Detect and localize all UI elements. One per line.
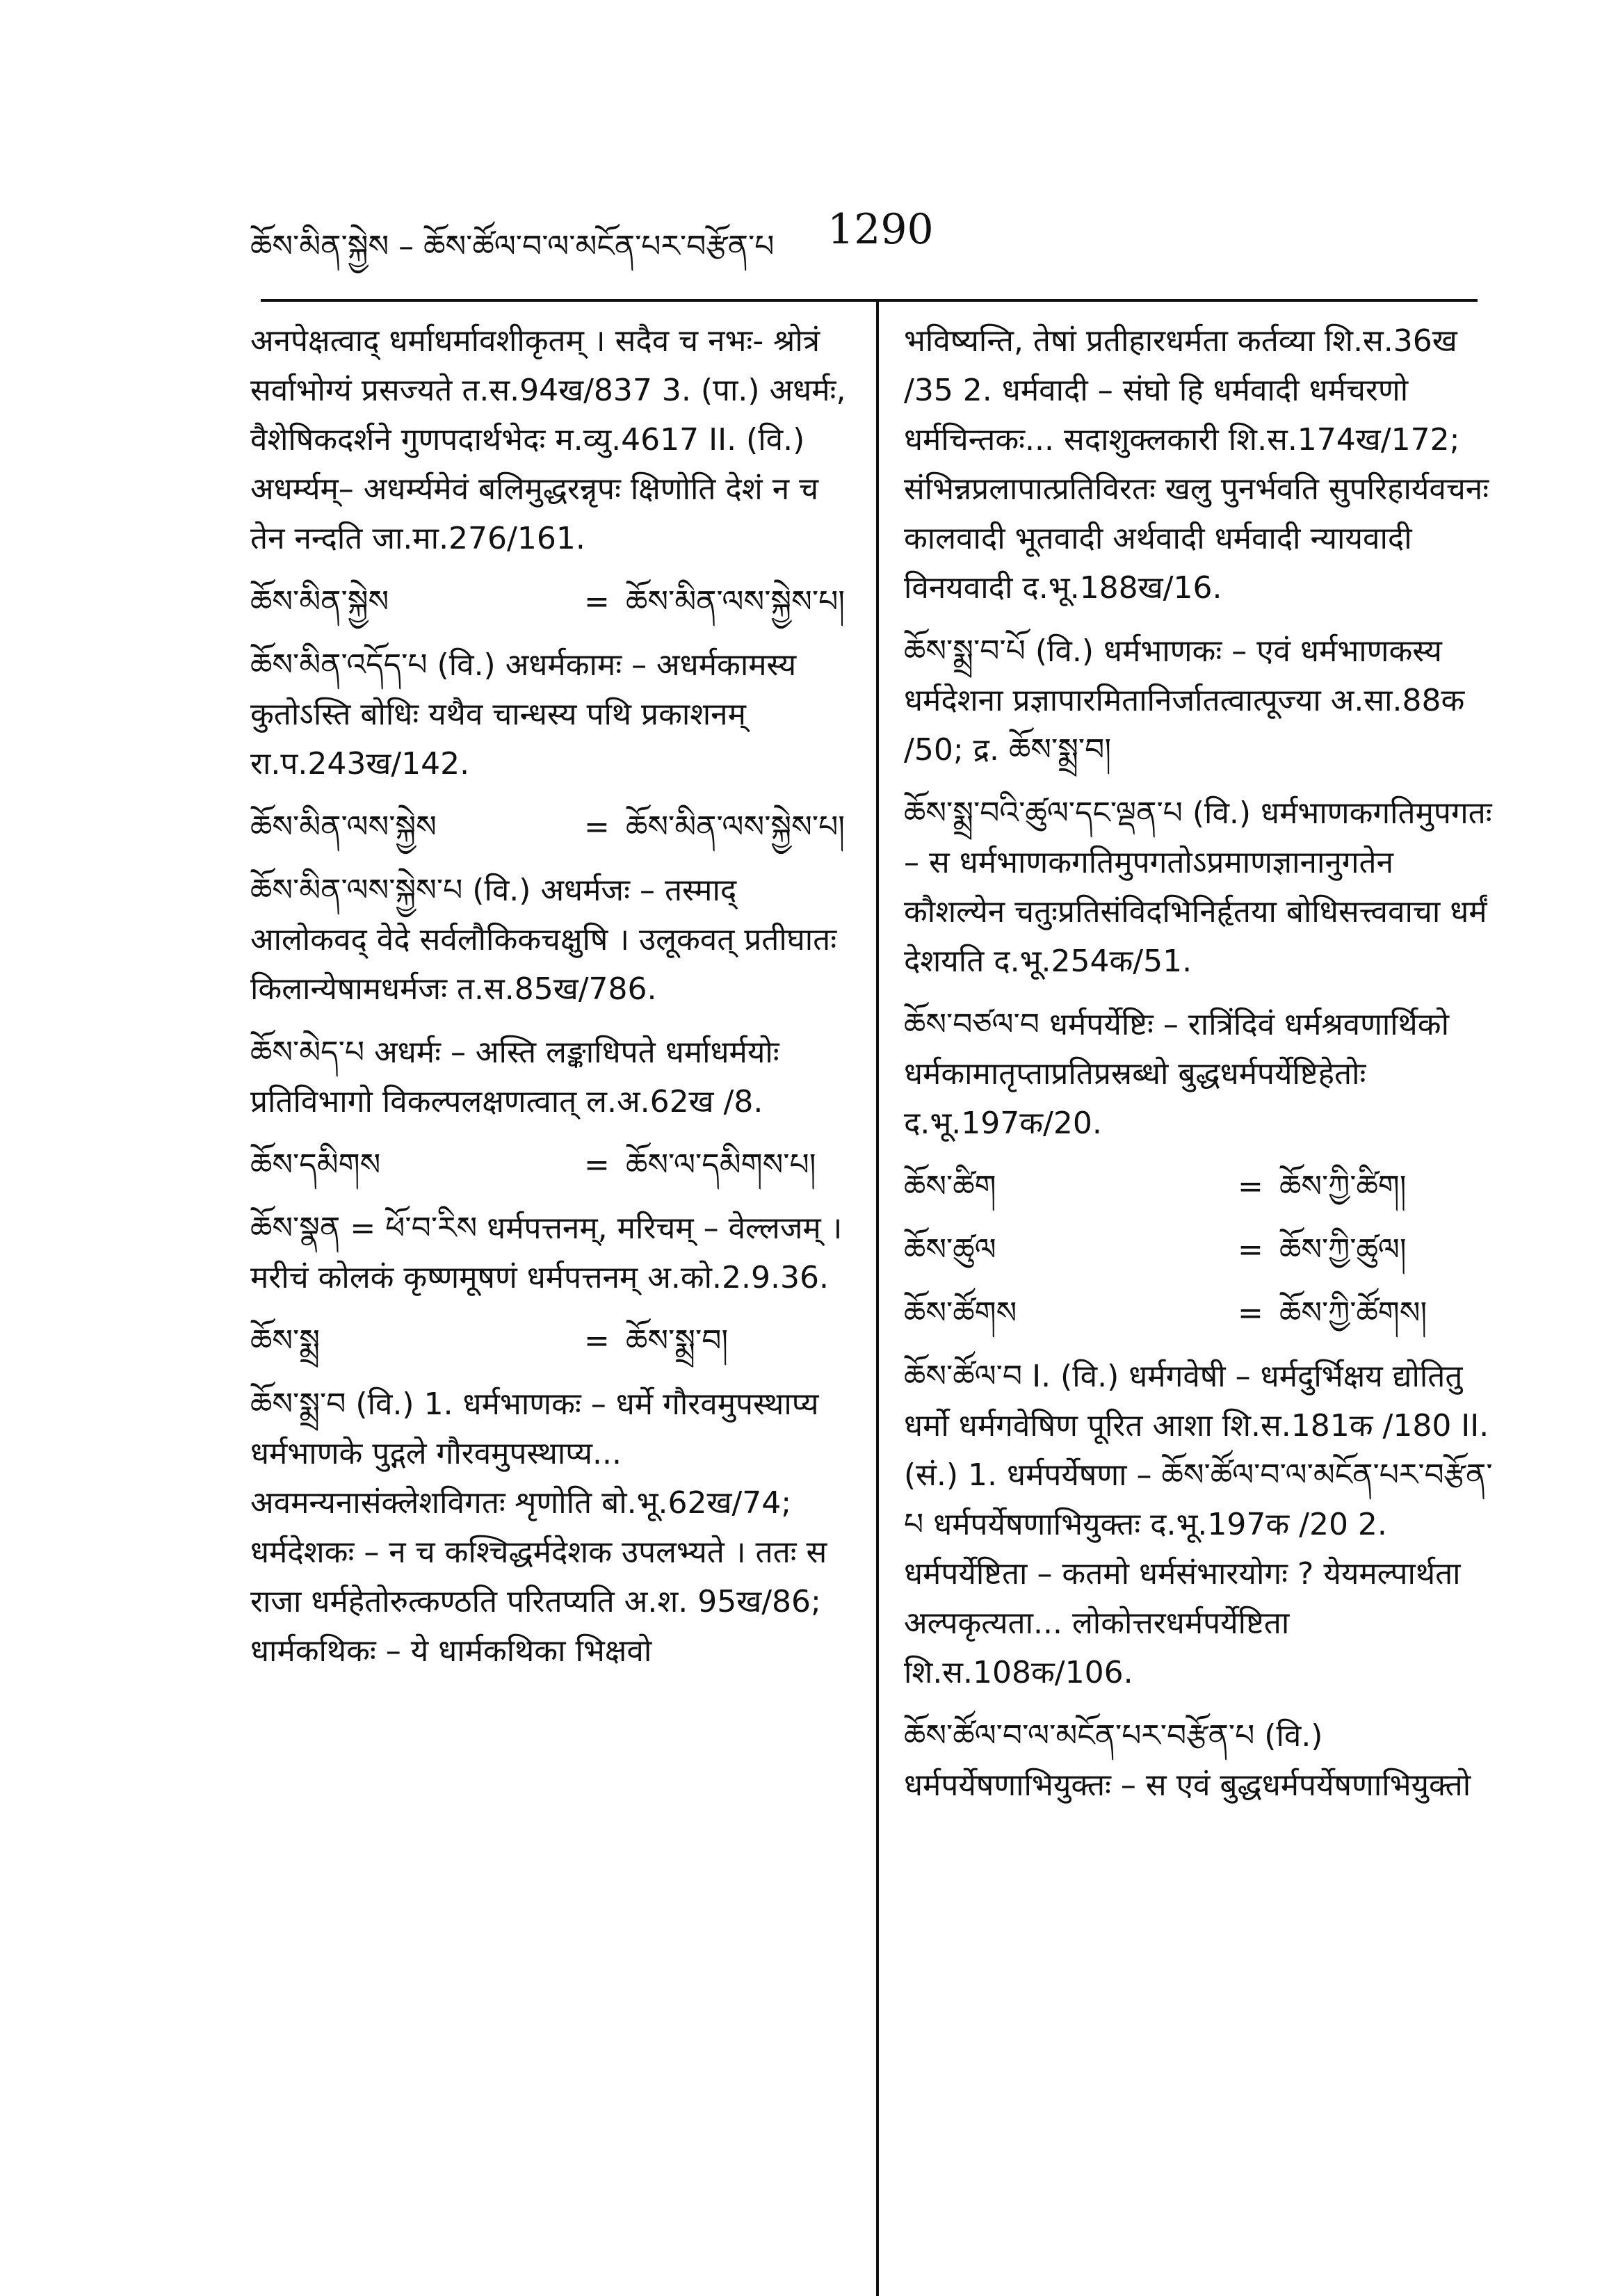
definition: (वि.) धर्मभाणकगतिमुपगतः – स धर्मभाणकगतिमुपगतोऽप्रमाणज्ञानानुगतेन कौशल्येन चतुःप्रतिसंविदभिनिर्हृतया बोधिसत्त्ववाचा धर्मं देशयति द.भू.254क/51. — [904, 795, 1492, 979]
reference-term: ཆོས་ཀྱི་ཚིག། — [1279, 1169, 1407, 1204]
definition: (वि.) 1. धर्मभाणकः – धर्मे गौरवमुपस्थाप्य धर्मभाणके पुद्गले गौरवमुपस्थाप्य... अवमन्यनासंक्लेशविगतः शृणोति बो.भू.62ख/74; धर्मदेशकः – न च कश्चिद्धर्मदेशक उपलभ्यते । ततः स राजा धर्महेतोरुत्कण्ठति परितप्यति अ.श. 95ख/86; धार्मकथिकः – ये धार्मकथिका भिक्षवो — [250, 1387, 827, 1669]
cross-reference-entry — [250, 802, 848, 852]
dictionary-entry — [904, 626, 1502, 775]
equals-sign: = — [1238, 1232, 1263, 1268]
equals-sign: = — [584, 584, 610, 620]
reference-term: ཆོས་སྨྲ་བ། — [626, 1323, 729, 1359]
dictionary-entry — [904, 1000, 1502, 1148]
cross-reference-entry — [904, 1225, 1502, 1275]
entry-continuation — [904, 316, 1502, 613]
headword: ཆོས་སྨྲ་བ་པོ — [904, 633, 1026, 669]
headword: ཆོས་སྨྲ་བའི་ཚུལ་དང་ལྡན་པ — [904, 795, 1183, 831]
definition: (वि.) धर्मपर्येषणाभियुक्तः – स एवं बुद्धधर्मपर्येषणाभियुक्तो — [904, 1718, 1471, 1803]
dictionary-entry — [250, 1204, 848, 1302]
headword: ཆོས་ཚུལ — [904, 1232, 996, 1268]
headword: ཆོས་བཙལ་བ — [904, 1007, 1039, 1042]
reference-term: ཆོས་ཀྱི་ཚུལ། — [1279, 1232, 1407, 1268]
dictionary-entry — [250, 866, 848, 1014]
headword: ཆོས་ཚོལ་བ — [904, 1359, 1023, 1394]
dictionary-entry — [904, 789, 1502, 986]
header-rule — [261, 299, 1478, 302]
cross-reference-entry — [904, 1162, 1502, 1211]
dictionary-entry — [904, 1352, 1502, 1697]
page-number: 1290 — [827, 205, 934, 254]
right-column — [904, 316, 1502, 1824]
headword: ཆོས་སྨྲ — [250, 1323, 320, 1359]
headword: ཆོས་ཚོལ་བ་ལ་མངོན་པར་བརྩོན་པ — [904, 1718, 1255, 1754]
equals-sign: = — [584, 809, 610, 845]
dictionary-entry — [250, 1380, 848, 1676]
left-column — [250, 316, 848, 1690]
definition: अनपेक्षत्वाद् धर्माधर्मावशीकृतम् । सदैव च नभः- श्रोत्रं सर्वाभोग्यं प्रसज्यते त.स.94ख/837 3. (पा.) अधर्मः, वैशेषिकदर्शने गुणपदार्थभेदः म.व्यु.4617 II. (वि.) अधर्म्यम्– अधर्म्यमेवं बलिमुद्धरन्नृपः क्षिणोति देशं न च तेन नन्दति जा.मा.276/161. — [250, 323, 846, 556]
reference-term: ཆོས་མིན་ལས་སྐྱེས་པ། — [626, 584, 846, 620]
running-head: ཆོས་མིན་སྐྱེས – ཆོས་ཚོལ་བ་ལ་མངོན་པར་བརྩོན་པ — [250, 229, 775, 264]
definition: (वि.) धर्मभाणकः – एवं धर्मभाणकस्य धर्मदेशना प्रज्ञापारमितानिर्जातत्वात्पूज्या अ.सा.88क /50; द्र. ཆོས་སྨྲ་བ། — [904, 633, 1465, 768]
definition: अधर्मः – अस्ति लङ्काधिपते धर्माधर्मयोः प्रतिविभागो विकल्पलक्षणत्वात् ल.अ.62ख /8. — [250, 1035, 779, 1119]
definition: I. (वि.) धर्मगवेषी – धर्मदुर्भिक्षय द्योतितु धर्मो धर्मगवेषिण पूरित आशा शि.स.181क /180 II. (सं.) 1. धर्मपर्येषणा – ཆོས་ཚོལ་བ་ལ་མངོན་པར་བརྩོན་པ धर्मपर्येषणाभियुक्तः द.भू.197क /20 2. धर्मपर्येष्टिता – कतमो धर्मसंभारयोगः ? येयमल्पार्थता अल्पकृत्यता... लोकोत्तरधर्मपर्येष्टिता शि.स.108क/106. — [904, 1359, 1493, 1690]
definition: = ཕོ་བ་རིས धर्मपत्तनम्, मरिचम् – वेल्लजम् । मरीचं कोलकं कृष्णमूषणं धर्मपत्तनम् अ.को.2.9.36. — [250, 1211, 843, 1295]
equals-sign: = — [1238, 1169, 1263, 1204]
headword: ཆོས་མིན་འདོད་པ — [250, 647, 428, 683]
headword: ཆོས་མིན་ལས་སྐྱེས་པ — [250, 873, 463, 908]
headword: ཆོས་དམིགས — [250, 1147, 381, 1183]
column-divider — [876, 300, 879, 2296]
reference-term: ཆོས་མིན་ལས་སྐྱེས་པ། — [626, 809, 846, 845]
definition: (वि.) अधर्मजः – तस्माद् आलोकवद् वेदे सर्वलौकिकचक्षुषि । उलूकवत् प्रतीघातः किलान्येषामधर्मजः त.स.85ख/786. — [250, 873, 837, 1007]
cross-reference-entry — [250, 1316, 848, 1366]
definition: धर्मपर्येष्टिः – रात्रिंदिवं धर्मश्रवणार्थिको धर्मकामातृप्ताप्रतिप्रस्रब्धो बुद्धधर्मपर्येष्टिहेतोः द.भू.197क/20. — [904, 1007, 1449, 1141]
definition: (वि.) अधर्मकामः – अधर्मकामस्य कुतोऽस्ति बोधिः यथैव चान्धस्य पथि प्रकाशनम् रा.प.243ख/142. — [250, 647, 797, 782]
dictionary-entry — [250, 1028, 848, 1126]
cross-reference-entry — [250, 577, 848, 626]
equals-sign: = — [1238, 1295, 1263, 1331]
reference-term: ཆོས་ཀྱི་ཚོགས། — [1279, 1295, 1427, 1331]
headword: ཆོས་སྨྲ་བ — [250, 1387, 346, 1422]
headword: ཆོས་མིན་ལས་སྐྱེས — [250, 809, 437, 845]
headword: ཆོས་ཚིག — [904, 1169, 996, 1204]
headword: ཆོས་མེད་པ — [250, 1035, 365, 1070]
definition: भविष्यन्ति, तेषां प्रतीहारधर्मता कर्तव्या शि.स.36ख /35 2. धर्मवादी – संघो हि धर्मवादी धर्मचरणो धर्मचिन्तकः... सदाशुक्लकारी शि.स.174ख/172; संभिन्नप्रलापात्प्रतिविरतः खलु पुनर्भवति सुपरिहार्यवचनः कालवादी भूतवादी अर्थवादी धर्मवादी न्यायवादी विनयवादी द.भू.188ख/16. — [904, 323, 1489, 606]
reference-term: ཆོས་ལ་དམིགས་པ། — [626, 1147, 816, 1183]
dictionary-entry — [250, 640, 848, 789]
page-header — [250, 205, 946, 264]
equals-sign: = — [584, 1323, 610, 1359]
cross-reference-entry — [904, 1288, 1502, 1338]
headword: ཆོས་མིན་སྐྱེས — [250, 584, 389, 620]
cross-reference-entry — [250, 1140, 848, 1190]
dictionary-entry — [904, 1711, 1502, 1810]
headword: ཆོས་སྣན — [250, 1211, 341, 1246]
equals-sign: = — [584, 1147, 610, 1183]
entry-continuation — [250, 316, 848, 563]
headword: ཆོས་ཚོགས — [904, 1295, 1017, 1331]
